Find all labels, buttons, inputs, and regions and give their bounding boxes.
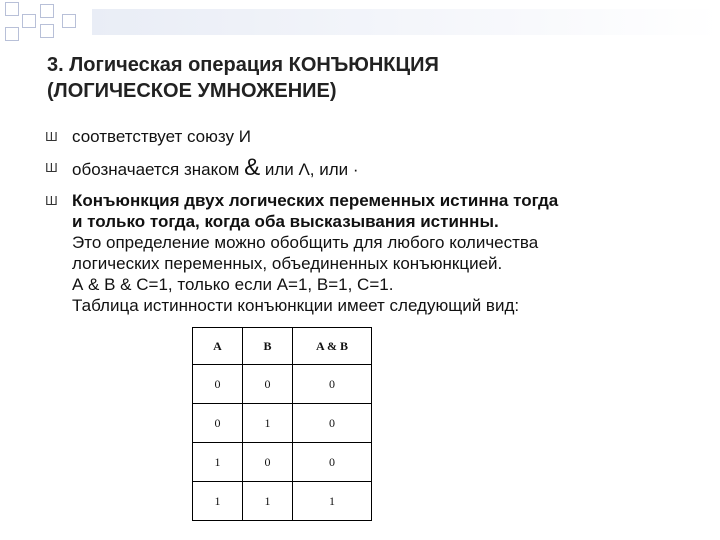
table-cell: 0 xyxy=(293,404,372,443)
decor-square xyxy=(62,14,76,28)
definition-line: А & В & С=1, только если А=1, В=1, С=1. xyxy=(72,275,394,294)
definition-bold-line: Конъюнкция двух логических переменных истинна тогда xyxy=(72,191,559,210)
title-line-2: (ЛОГИЧЕСКОЕ УМНОЖЕНИЕ) xyxy=(47,80,337,102)
column-header-a: A xyxy=(193,328,243,365)
definition-line: Это определение можно обобщить для любого количества xyxy=(72,233,539,252)
bullet-item-notation xyxy=(45,154,685,181)
definition-line: Таблица истинности конъюнкции имеет следующий вид: xyxy=(72,296,520,315)
table-cell: 1 xyxy=(243,482,293,521)
ampersand-symbol: & xyxy=(244,154,261,181)
table-cell: 0 xyxy=(193,404,243,443)
table-cell: 0 xyxy=(293,443,372,482)
bullet-marker: Ш xyxy=(45,130,58,144)
table-row xyxy=(193,404,372,443)
decor-square xyxy=(22,14,36,28)
decor-square xyxy=(40,4,54,18)
bullet-marker: Ш xyxy=(45,161,58,175)
slide-title xyxy=(47,52,687,104)
decor-square xyxy=(5,2,19,16)
table-row xyxy=(193,482,372,521)
bullet-item-conjunction-union xyxy=(45,126,685,147)
truth-table xyxy=(192,327,372,521)
definition-bold-line: и только тогда, когда оба высказывания истинны. xyxy=(72,212,499,231)
column-header-b: B xyxy=(243,328,293,365)
table-cell: 1 xyxy=(193,482,243,521)
bullet-text: соответствует союзу И xyxy=(72,127,251,146)
title-line-1: 3. Логическая операция КОНЪЮНКЦИЯ xyxy=(47,54,439,76)
table-cell: 1 xyxy=(293,482,372,521)
table-row xyxy=(193,365,372,404)
decor-band xyxy=(92,9,720,35)
table-cell: 1 xyxy=(193,443,243,482)
bullet-text: или Λ, или · xyxy=(260,160,359,179)
definition-line: логических переменных, объединенных конъюнкцией. xyxy=(72,254,503,273)
bullet-item-definition xyxy=(45,190,685,316)
table-row xyxy=(193,443,372,482)
bullet-marker: Ш xyxy=(45,194,58,208)
table-cell: 1 xyxy=(243,404,293,443)
bullet-text: обозначается знаком xyxy=(72,160,245,179)
slide-decoration xyxy=(0,0,720,48)
bullet-list xyxy=(45,126,685,316)
table-cell: 0 xyxy=(193,365,243,404)
table-cell: 0 xyxy=(293,365,372,404)
table-header-row xyxy=(193,328,372,365)
table-cell: 0 xyxy=(243,443,293,482)
column-header-a-and-b: A & B xyxy=(293,328,372,365)
decor-square xyxy=(5,27,19,41)
decor-square xyxy=(40,24,54,38)
table-cell: 0 xyxy=(243,365,293,404)
